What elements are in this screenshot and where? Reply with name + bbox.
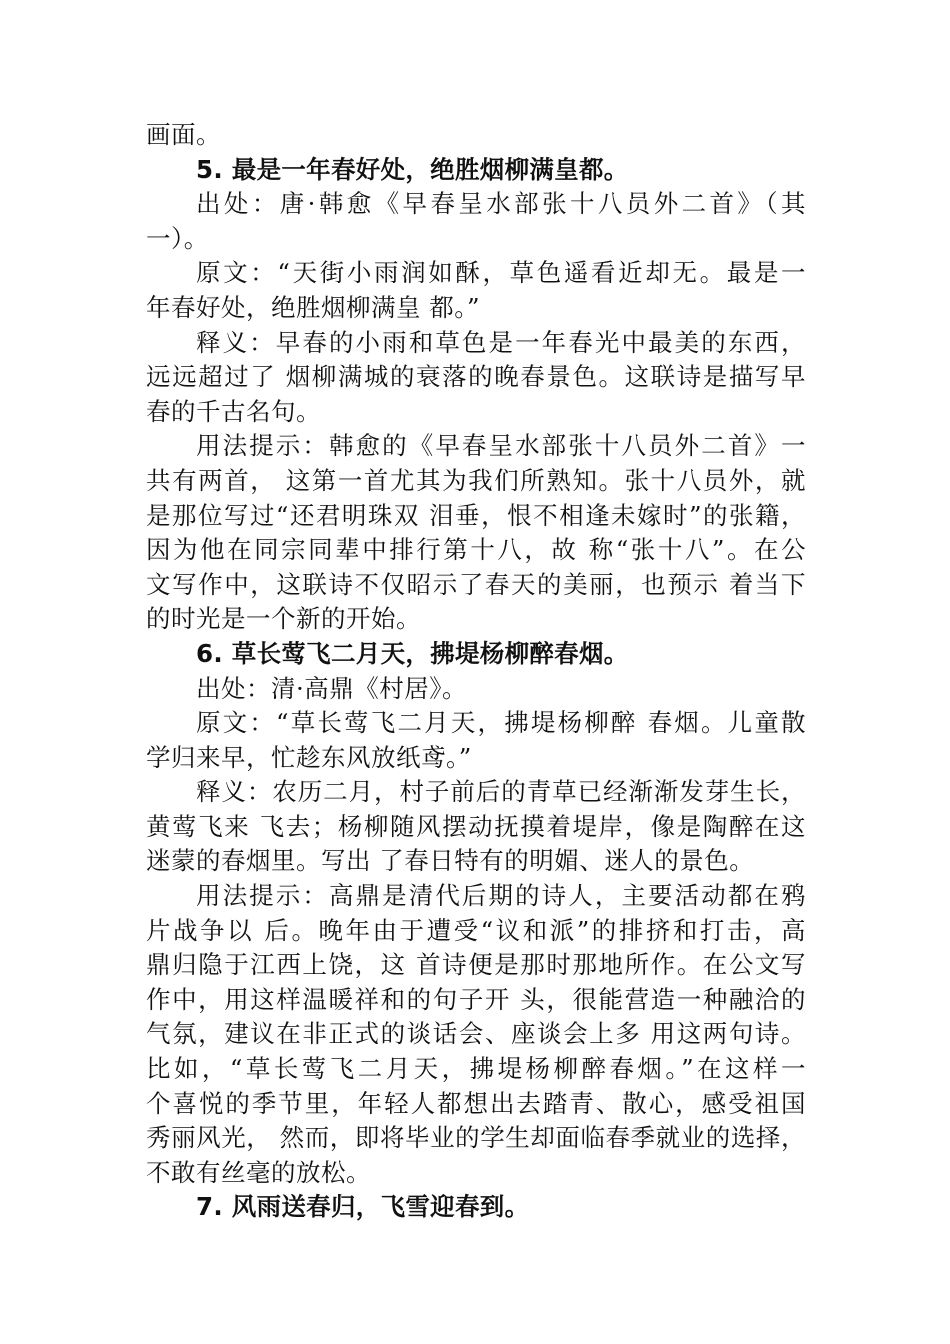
body-text	[146, 118, 806, 1225]
usage-tip-line: 共有两首， 这第一首尤其为我们所熟知。张十八员外，就	[146, 465, 806, 495]
section-heading-7: 7. 风雨送春归，飞雪迎春到。	[196, 1192, 530, 1222]
explanation-line: 释义：农历二月，村子前后的青草已经渐渐发芽生长，	[196, 777, 806, 807]
source-line: 一）。	[146, 223, 209, 253]
paragraph-line: 画面。	[146, 120, 221, 149]
explanation-line: 释义：早春的小雨和草色是一年春光中最美的东西，	[196, 327, 806, 357]
usage-tip-line: 气氛，建议在非正式的谈话会、座谈会上多 用这两句诗。	[146, 1019, 806, 1049]
usage-tip-line: 不敢有丝毫的放松。	[146, 1157, 371, 1187]
usage-tip-line: 的时光是一个新的开始。	[146, 604, 421, 634]
explanation-line: 春的千古名句。	[146, 396, 321, 426]
usage-tip-line: 用法提示：韩愈的《早春呈水部张十八员外二首》一	[196, 431, 806, 461]
original-text-line: 学归来早，忙趁东风放纸鸢。”	[146, 742, 472, 772]
usage-tip-line: 因为他在同宗同辈中排行第十八，故 称“张十八”。在公	[146, 535, 806, 565]
section-heading-6: 6. 草长莺飞二月天，拂堤杨柳醉春烟。	[196, 638, 629, 668]
usage-tip-line: 片战争以 后。晚年由于遭受“议和派”的排挤和打击，高	[146, 915, 806, 945]
usage-tip-line: 是那位写过“还君明珠双 泪垂，恨不相逢未嫁时”的张籍，	[146, 500, 806, 530]
usage-tip-line: 用法提示：高鼎是清代后期的诗人，主要活动都在鸦	[196, 881, 806, 911]
original-text-line: 原文：“草长莺飞二月天，拂堤杨柳醉 春烟。儿童散	[196, 708, 806, 738]
usage-tip-line: 文写作中，这联诗不仅昭示了春天的美丽，也预示 着当下	[146, 569, 806, 599]
section-heading-5: 5. 最是一年春好处，绝胜烟柳满皇都。	[196, 154, 629, 184]
usage-tip-line: 鼎归隐于江西上饶，这 首诗便是那时那地所作。在公文写	[146, 950, 806, 980]
usage-tip-line: 秀丽风光， 然而，即将毕业的学生却面临春季就业的选择，	[146, 1123, 806, 1153]
source-line: 出处：清·高鼎《村居》。	[196, 673, 468, 703]
explanation-line: 远远超过了 烟柳满城的衰落的晚春景色。这联诗是描写早	[146, 362, 806, 392]
usage-tip-line: 个喜悦的季节里，年轻人都想出去踏青、散心，感受祖国	[146, 1088, 806, 1118]
explanation-line: 迷蒙的春烟里。写出 了春日特有的明媚、迷人的景色。	[146, 846, 755, 876]
original-text-line: 原文：“天街小雨润如酥，草色遥看近却无。最是一	[196, 258, 806, 288]
usage-tip-line: 比如，“草长莺飞二月天，拂堤杨柳醉春烟。”在这样一	[146, 1054, 806, 1084]
original-text-line: 年春好处，绝胜烟柳满皇 都。”	[146, 292, 481, 322]
usage-tip-line: 作中，用这样温暖祥和的句子开 头，很能营造一种融洽的	[146, 984, 806, 1014]
source-line: 出处：唐·韩愈《早春呈水部张十八员外二首》（其	[196, 189, 806, 219]
explanation-line: 黄莺飞来 飞去；杨柳随风摆动抚摸着堤岸，像是陶醉在这	[146, 811, 806, 841]
